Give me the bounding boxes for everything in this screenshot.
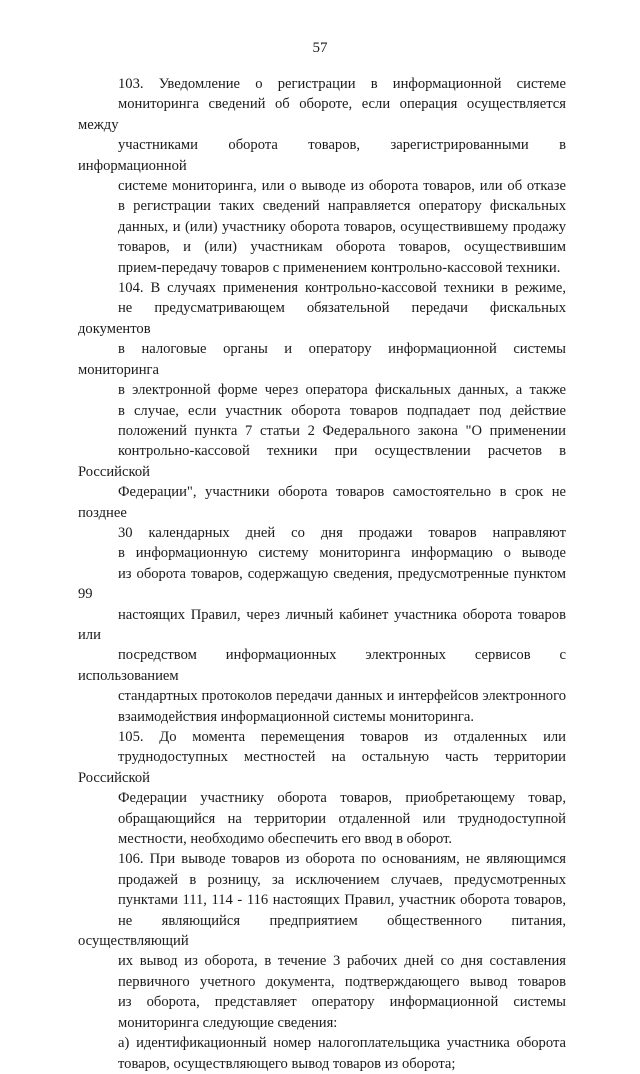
text-line: Федерации", участники оборота товаров самостоятельно в срок не позднее	[78, 484, 566, 521]
text-line: их вывод из оборота, в течение 3 рабочих дней со дня составления	[118, 953, 566, 970]
text-line: 104. В случаях применения контрольно-кассовой техники в режиме,	[118, 280, 566, 297]
text-line: в случае, если участник оборота товаров подпадает под действие	[118, 402, 566, 419]
page-number: 57	[312, 40, 328, 56]
text-line: из оборота товаров, содержащую сведения, предусмотренные пунктом 99	[78, 565, 566, 603]
text-line: продажей в розницу, за исключением случаев, предусмотренных	[118, 871, 566, 888]
text-line: из оборота, представляет оператору информационной системы	[118, 994, 566, 1011]
paragraph-105	[78, 727, 566, 849]
text-line: а) идентификационный номер налогоплательщика участника оборота	[118, 1035, 566, 1052]
text-line: 105. До момента перемещения товаров из отдаленных или	[118, 729, 566, 745]
text-line: в электронной форме через оператора фискальных данных, а также	[118, 382, 566, 399]
text-line: мониторинга сведений об обороте, если операция осуществляется между	[78, 96, 566, 133]
text-line: пунктами 111, 114 - 116 настоящих Правил, участник оборота товаров,	[118, 892, 566, 909]
text-line: местности, необходимо обеспечить его ввод в оборот.	[118, 831, 453, 848]
text-line: 30 календарных дней со дня продажи товаров направляют	[118, 524, 566, 541]
text-line: товаров, осуществляющего вывод товаров из оборота;	[118, 1055, 456, 1072]
text-line: первичного учетного документа, подтверждающего вывод товаров	[118, 973, 566, 990]
paragraph-104	[78, 278, 566, 727]
text-line: 106. При выводе товаров из оборота по основаниям, не являющимся	[118, 851, 566, 868]
text-line: настоящих Правил, через личный кабинет участника оборота товаров или	[78, 606, 566, 643]
text-line: системе мониторинга, или о выводе из оборота товаров, или об отказе	[118, 178, 566, 195]
text-line: положений пункта 7 статьи 2 Федерального закона "О применении	[118, 422, 566, 439]
text-line: прием-передачу товаров с применением контрольно-кассовой техники.	[118, 259, 561, 276]
text-line: контрольно-кассовой техники при осуществлении расчетов в Российской	[78, 443, 566, 480]
text-line: взаимодействия информационной системы мониторинга.	[118, 708, 475, 725]
text-line: Федерации участнику оборота товаров, приобретающему товар,	[118, 790, 566, 807]
text-line: обращающийся на территории отдаленной или труднодоступной	[118, 810, 566, 827]
paragraph-103	[78, 74, 566, 278]
text-line: стандартных протоколов передачи данных и интерфейсов электронного	[118, 688, 566, 705]
text-line: данных, и (или) участнику оборота товаров, осуществившему продажу	[118, 218, 566, 235]
text-line: в информационную систему мониторинга информацию о выводе	[118, 545, 566, 562]
text-line: товаров, и (или) участникам оборота товаров, осуществившим	[118, 239, 566, 256]
text-line: в регистрации таких сведений направляется оператору фискальных	[118, 198, 566, 215]
paragraph-106-a	[78, 1033, 566, 1074]
text-line: 103. Уведомление о регистрации в информационной системе	[118, 76, 566, 92]
document-body	[78, 74, 566, 1074]
text-line: участниками оборота товаров, зарегистрированными в информационной	[78, 137, 566, 174]
text-line: мониторинга следующие сведения:	[118, 1014, 338, 1031]
text-line: труднодоступных местностей на остальную часть территории Российской	[78, 749, 566, 786]
text-line: посредством информационных электронных сервисов с использованием	[78, 647, 566, 684]
text-line: не предусматривающем обязательной передачи фискальных документов	[78, 300, 566, 337]
text-line: не являющийся предприятием общественного питания, осуществляющий	[78, 912, 566, 950]
text-line: в налоговые органы и оператору информационной системы мониторинга	[78, 341, 566, 378]
paragraph-106	[78, 849, 566, 1033]
